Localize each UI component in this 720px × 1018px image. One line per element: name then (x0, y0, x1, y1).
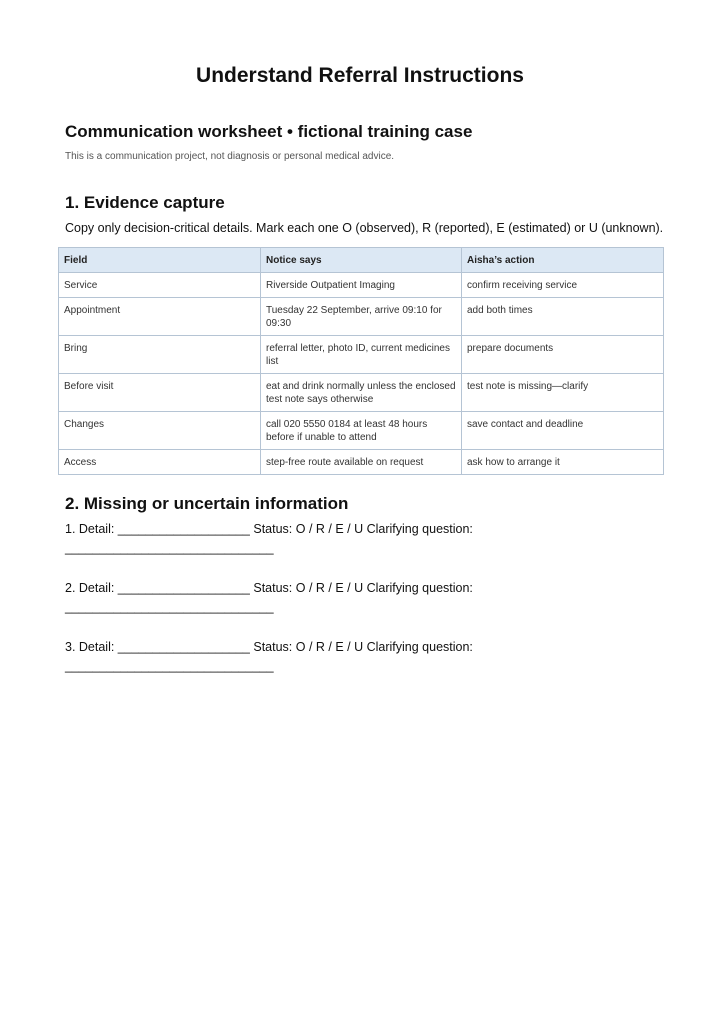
disclaimer-note: This is a communication project, not diagnosis or personal medical advice. (65, 151, 395, 162)
worksheet-subtitle: Communication worksheet • fictional training case (65, 122, 473, 141)
table-cell: Before visit (59, 374, 261, 412)
page-title: Understand Referral Instructions (196, 64, 524, 87)
table-cell: Appointment (59, 298, 261, 336)
detail-prompt-line[interactable]: 3. Detail: ___________________ Status: O / R / E / U Clarifying question: (65, 640, 473, 654)
table-cell: eat and drink normally unless the enclosed test note says otherwise (261, 374, 462, 412)
column-header-notice-says: Notice says (261, 248, 462, 273)
missing-detail-item (65, 520, 665, 558)
table-cell: Bring (59, 336, 261, 374)
detail-prompt-line[interactable]: 1. Detail: ___________________ Status: O / R / E / U Clarifying question: (65, 522, 473, 536)
missing-detail-item (65, 638, 665, 676)
question-blank-line[interactable]: ______________________________ (65, 659, 274, 673)
table-cell: confirm receiving service (462, 273, 664, 298)
table-cell: prepare documents (462, 336, 664, 374)
table-cell: save contact and deadline (462, 412, 664, 450)
table-row (59, 298, 664, 336)
table-cell: call 020 5550 0184 at least 48 hours before if unable to attend (261, 412, 462, 450)
table-cell: Tuesday 22 September, arrive 09:10 for 09:30 (261, 298, 462, 336)
detail-prompt-line[interactable]: 2. Detail: ___________________ Status: O / R / E / U Clarifying question: (65, 581, 473, 595)
table-row (59, 273, 664, 298)
table-row (59, 450, 664, 475)
section-heading-missing-information: 2. Missing or uncertain information (65, 494, 349, 513)
table-cell: Changes (59, 412, 261, 450)
table-cell: test note is missing—clarify (462, 374, 664, 412)
table-cell: Service (59, 273, 261, 298)
section-heading-evidence-capture: 1. Evidence capture (65, 193, 225, 212)
table-cell: referral letter, photo ID, current medicines list (261, 336, 462, 374)
table-cell: add both times (462, 298, 664, 336)
missing-detail-item (65, 579, 665, 617)
evidence-table (58, 247, 664, 475)
table-row (59, 336, 664, 374)
table-cell: Access (59, 450, 261, 475)
column-header-field: Field (59, 248, 261, 273)
evidence-instructions: Copy only decision-critical details. Mark each one O (observed), R (reported), E (estimated) or U (unknown). (65, 221, 664, 235)
table-cell: Riverside Outpatient Imaging (261, 273, 462, 298)
question-blank-line[interactable]: ______________________________ (65, 541, 274, 555)
table-header-row (59, 248, 664, 273)
question-blank-line[interactable]: ______________________________ (65, 600, 274, 614)
table-row (59, 412, 664, 450)
table-row (59, 374, 664, 412)
table-cell: ask how to arrange it (462, 450, 664, 475)
table-cell: step-free route available on request (261, 450, 462, 475)
column-header-aishas-action: Aisha’s action (462, 248, 664, 273)
